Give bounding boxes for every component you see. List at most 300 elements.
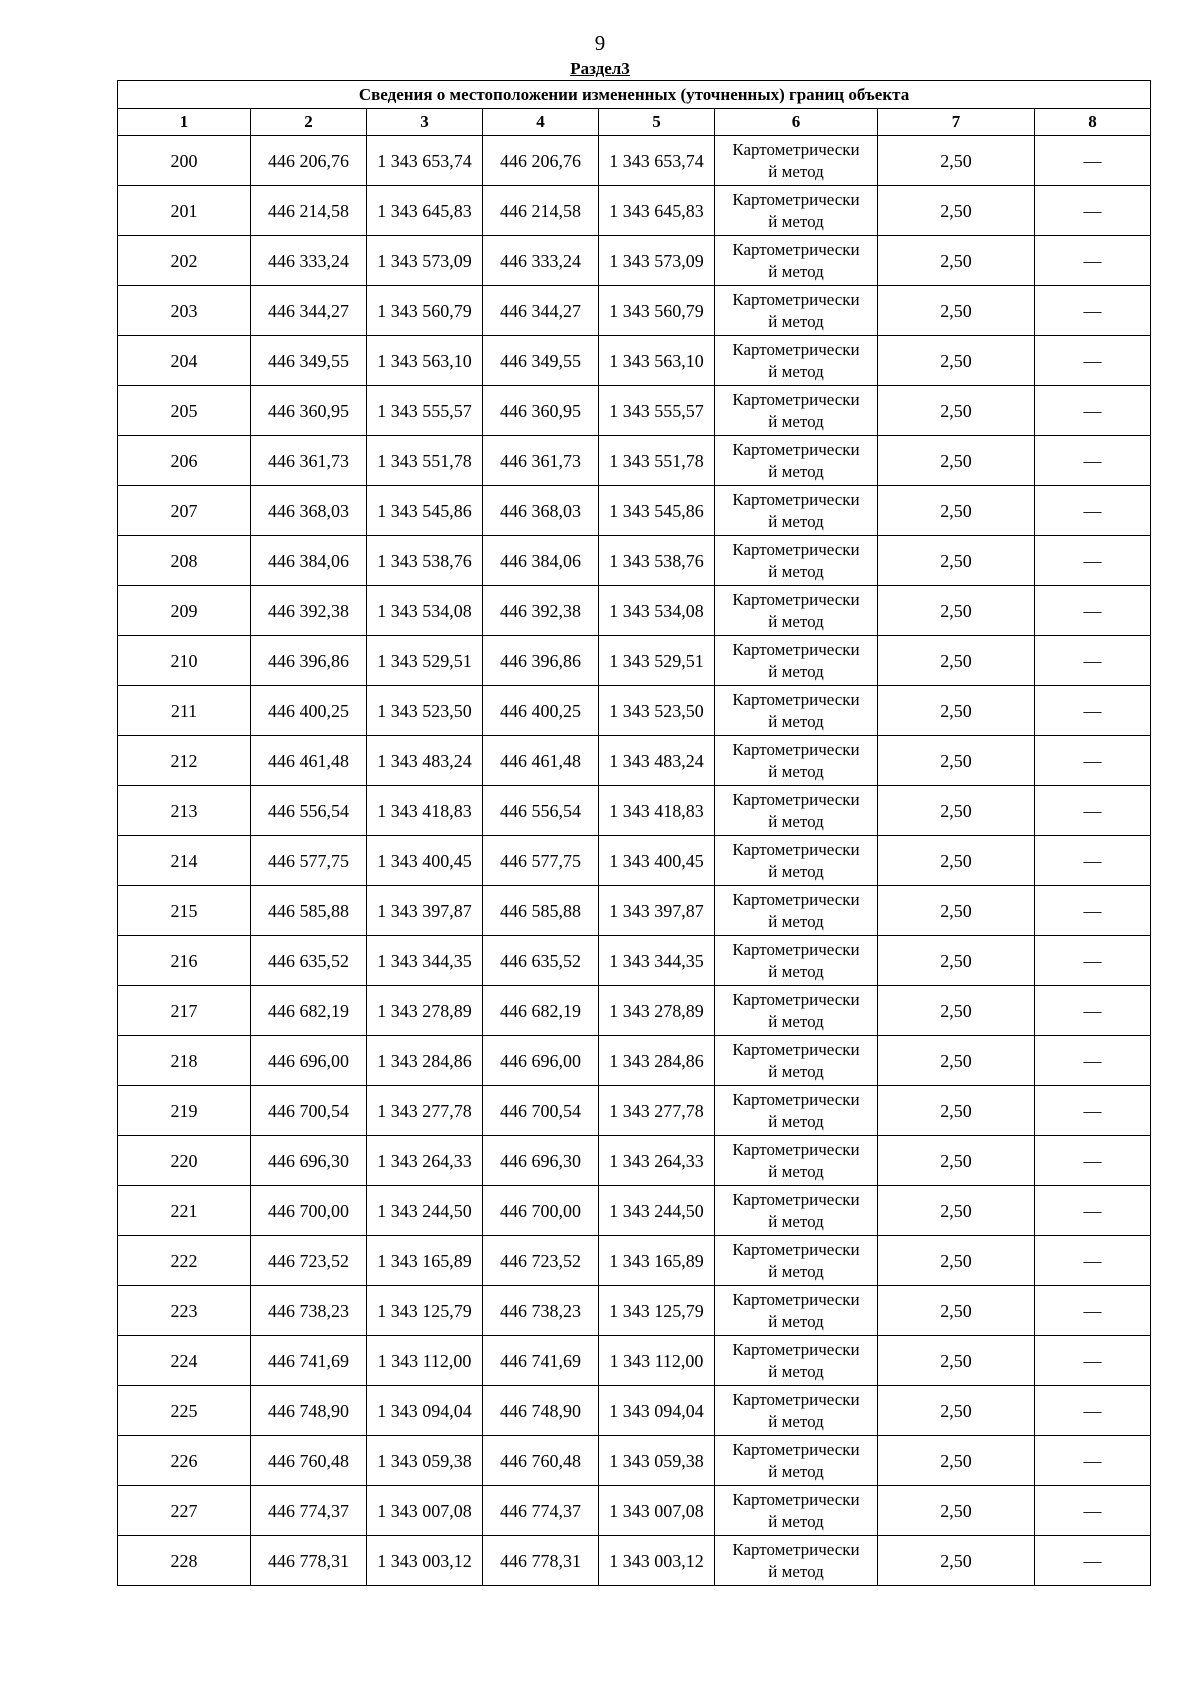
method-text-line2: й метод	[768, 1111, 824, 1131]
point-number-cell: 201	[118, 186, 251, 236]
refined-y-cell: 1 343 573,09	[599, 236, 715, 286]
method-text-line2: й метод	[768, 611, 824, 631]
column-number: 7	[878, 109, 1035, 136]
point-number-cell: 208	[118, 536, 251, 586]
method-cell	[715, 236, 878, 286]
table-caption-row	[118, 81, 1151, 109]
existing-y-cell: 1 343 112,00	[367, 1336, 483, 1386]
existing-x-cell: 446 774,37	[251, 1486, 367, 1536]
refined-x-cell: 446 333,24	[483, 236, 599, 286]
method-cell	[715, 386, 878, 436]
method-cell	[715, 986, 878, 1036]
refined-y-cell: 1 343 563,10	[599, 336, 715, 386]
refined-y-cell: 1 343 112,00	[599, 1336, 715, 1386]
refined-y-cell: 1 343 278,89	[599, 986, 715, 1036]
existing-x-cell: 446 748,90	[251, 1386, 367, 1436]
point-number-cell: 227	[118, 1486, 251, 1536]
accuracy-cell: 2,50	[878, 986, 1035, 1036]
table-row	[118, 586, 1151, 636]
existing-y-cell: 1 343 007,08	[367, 1486, 483, 1536]
existing-x-cell: 446 206,76	[251, 136, 367, 186]
point-number-cell: 218	[118, 1036, 251, 1086]
accuracy-cell: 2,50	[878, 1436, 1035, 1486]
existing-x-cell: 446 333,24	[251, 236, 367, 286]
refined-y-cell: 1 343 059,38	[599, 1436, 715, 1486]
description-cell: —	[1035, 686, 1151, 736]
refined-x-cell: 446 700,54	[483, 1086, 599, 1136]
method-text-line1: Картометрически	[732, 389, 860, 409]
method-text-line1: Картометрически	[732, 339, 860, 359]
accuracy-cell: 2,50	[878, 136, 1035, 186]
refined-y-cell: 1 343 003,12	[599, 1536, 715, 1586]
point-number-cell: 217	[118, 986, 251, 1036]
column-number: 1	[118, 109, 251, 136]
table-row	[118, 536, 1151, 586]
point-number-cell: 228	[118, 1536, 251, 1586]
description-cell: —	[1035, 186, 1151, 236]
refined-x-cell: 446 400,25	[483, 686, 599, 736]
method-text-line1: Картометрически	[732, 1189, 860, 1209]
method-text-line2: й метод	[768, 911, 824, 931]
column-number: 2	[251, 109, 367, 136]
description-cell: —	[1035, 286, 1151, 336]
description-cell: —	[1035, 436, 1151, 486]
point-number-cell: 226	[118, 1436, 251, 1486]
existing-x-cell: 446 396,86	[251, 636, 367, 686]
existing-y-cell: 1 343 344,35	[367, 936, 483, 986]
accuracy-cell: 2,50	[878, 1036, 1035, 1086]
description-cell: —	[1035, 1186, 1151, 1236]
refined-x-cell: 446 738,23	[483, 1286, 599, 1336]
refined-y-cell: 1 343 483,24	[599, 736, 715, 786]
method-text-line1: Картометрически	[732, 1339, 860, 1359]
table-row	[118, 1236, 1151, 1286]
refined-y-cell: 1 343 523,50	[599, 686, 715, 736]
accuracy-cell: 2,50	[878, 1336, 1035, 1386]
method-text-line1: Картометрически	[732, 1489, 860, 1509]
existing-y-cell: 1 343 653,74	[367, 136, 483, 186]
accuracy-cell: 2,50	[878, 936, 1035, 986]
existing-x-cell: 446 461,48	[251, 736, 367, 786]
accuracy-cell: 2,50	[878, 536, 1035, 586]
refined-y-cell: 1 343 264,33	[599, 1136, 715, 1186]
table-row	[118, 1536, 1151, 1586]
existing-y-cell: 1 343 418,83	[367, 786, 483, 836]
method-text-line1: Картометрически	[732, 739, 860, 759]
refined-x-cell: 446 344,27	[483, 286, 599, 336]
point-number-cell: 205	[118, 386, 251, 436]
method-text-line2: й метод	[768, 761, 824, 781]
point-number-cell: 207	[118, 486, 251, 536]
page-number: 9	[594, 31, 606, 55]
accuracy-cell: 2,50	[878, 836, 1035, 886]
method-text-line2: й метод	[768, 661, 824, 681]
table-row	[118, 736, 1151, 786]
method-cell	[715, 436, 878, 486]
method-cell	[715, 736, 878, 786]
method-cell	[715, 636, 878, 686]
accuracy-cell: 2,50	[878, 786, 1035, 836]
refined-y-cell: 1 343 538,76	[599, 536, 715, 586]
existing-y-cell: 1 343 059,38	[367, 1436, 483, 1486]
table-row	[118, 686, 1151, 736]
table-row	[118, 236, 1151, 286]
method-cell	[715, 1086, 878, 1136]
description-cell: —	[1035, 736, 1151, 786]
refined-x-cell: 446 585,88	[483, 886, 599, 936]
refined-x-cell: 446 349,55	[483, 336, 599, 386]
method-text-line1: Картометрически	[732, 539, 860, 559]
existing-x-cell: 446 682,19	[251, 986, 367, 1036]
description-cell: —	[1035, 1436, 1151, 1486]
description-cell: —	[1035, 886, 1151, 936]
point-number-cell: 216	[118, 936, 251, 986]
refined-y-cell: 1 343 284,86	[599, 1036, 715, 1086]
method-text-line2: й метод	[768, 1261, 824, 1281]
method-text-line2: й метод	[768, 161, 824, 181]
description-cell: —	[1035, 1136, 1151, 1186]
method-text-line2: й метод	[768, 1511, 824, 1531]
method-text-line2: й метод	[768, 711, 824, 731]
refined-y-cell: 1 343 125,79	[599, 1286, 715, 1336]
existing-y-cell: 1 343 538,76	[367, 536, 483, 586]
refined-x-cell: 446 700,00	[483, 1186, 599, 1236]
method-text-line1: Картометрически	[732, 789, 860, 809]
table-row	[118, 386, 1151, 436]
table-row	[118, 1336, 1151, 1386]
point-number-cell: 224	[118, 1336, 251, 1386]
existing-x-cell: 446 344,27	[251, 286, 367, 336]
existing-x-cell: 446 556,54	[251, 786, 367, 836]
description-cell: —	[1035, 336, 1151, 386]
refined-x-cell: 446 384,06	[483, 536, 599, 586]
column-number: 5	[599, 109, 715, 136]
method-text-line1: Картометрически	[732, 1089, 860, 1109]
point-number-cell: 211	[118, 686, 251, 736]
description-cell: —	[1035, 936, 1151, 986]
method-text-line1: Картометрически	[732, 1539, 860, 1559]
refined-x-cell: 446 396,86	[483, 636, 599, 686]
point-number-cell: 223	[118, 1286, 251, 1336]
accuracy-cell: 2,50	[878, 886, 1035, 936]
description-cell: —	[1035, 1236, 1151, 1286]
method-cell	[715, 1536, 878, 1586]
description-cell: —	[1035, 236, 1151, 286]
method-text-line1: Картометрически	[732, 839, 860, 859]
method-text-line2: й метод	[768, 1211, 824, 1231]
refined-y-cell: 1 343 653,74	[599, 136, 715, 186]
point-number-cell: 213	[118, 786, 251, 836]
method-text-line2: й метод	[768, 311, 824, 331]
existing-y-cell: 1 343 278,89	[367, 986, 483, 1036]
point-number-cell: 204	[118, 336, 251, 386]
table-row	[118, 186, 1151, 236]
refined-y-cell: 1 343 277,78	[599, 1086, 715, 1136]
existing-x-cell: 446 360,95	[251, 386, 367, 436]
method-text-line2: й метод	[768, 1411, 824, 1431]
method-cell	[715, 486, 878, 536]
description-cell: —	[1035, 136, 1151, 186]
existing-y-cell: 1 343 397,87	[367, 886, 483, 936]
table-row	[118, 786, 1151, 836]
refined-y-cell: 1 343 244,50	[599, 1186, 715, 1236]
existing-x-cell: 446 400,25	[251, 686, 367, 736]
existing-y-cell: 1 343 125,79	[367, 1286, 483, 1336]
accuracy-cell: 2,50	[878, 1086, 1035, 1136]
refined-x-cell: 446 206,76	[483, 136, 599, 186]
table-row	[118, 1486, 1151, 1536]
method-text-line1: Картометрически	[732, 639, 860, 659]
method-cell	[715, 686, 878, 736]
method-cell	[715, 536, 878, 586]
existing-y-cell: 1 343 400,45	[367, 836, 483, 886]
description-cell: —	[1035, 1386, 1151, 1436]
table-row	[118, 336, 1151, 386]
point-number-cell: 221	[118, 1186, 251, 1236]
refined-y-cell: 1 343 397,87	[599, 886, 715, 936]
method-text-line1: Картометрически	[732, 139, 860, 159]
table-row	[118, 286, 1151, 336]
refined-y-cell: 1 343 344,35	[599, 936, 715, 986]
method-text-line2: й метод	[768, 1561, 824, 1581]
method-text-line1: Картометрически	[732, 689, 860, 709]
point-number-cell: 214	[118, 836, 251, 886]
description-cell: —	[1035, 536, 1151, 586]
method-cell	[715, 1336, 878, 1386]
table-row	[118, 1086, 1151, 1136]
accuracy-cell: 2,50	[878, 1486, 1035, 1536]
accuracy-cell: 2,50	[878, 336, 1035, 386]
description-cell: —	[1035, 1536, 1151, 1586]
method-text-line1: Картометрически	[732, 1239, 860, 1259]
existing-y-cell: 1 343 523,50	[367, 686, 483, 736]
method-text-line1: Картометрически	[732, 1139, 860, 1159]
method-text-line1: Картометрически	[732, 589, 860, 609]
existing-x-cell: 446 361,73	[251, 436, 367, 486]
method-cell	[715, 1386, 878, 1436]
existing-x-cell: 446 696,00	[251, 1036, 367, 1086]
method-text-line2: й метод	[768, 361, 824, 381]
existing-x-cell: 446 368,03	[251, 486, 367, 536]
section-label: Раздел3	[570, 59, 630, 78]
existing-y-cell: 1 343 645,83	[367, 186, 483, 236]
method-cell	[715, 1036, 878, 1086]
refined-y-cell: 1 343 551,78	[599, 436, 715, 486]
method-text-line2: й метод	[768, 211, 824, 231]
description-cell: —	[1035, 1036, 1151, 1086]
method-text-line2: й метод	[768, 461, 824, 481]
existing-y-cell: 1 343 573,09	[367, 236, 483, 286]
method-cell	[715, 586, 878, 636]
table-row	[118, 1036, 1151, 1086]
method-cell	[715, 1236, 878, 1286]
table-row	[118, 436, 1151, 486]
method-text-line2: й метод	[768, 411, 824, 431]
method-cell	[715, 286, 878, 336]
table-row	[118, 936, 1151, 986]
existing-y-cell: 1 343 094,04	[367, 1386, 483, 1436]
method-text-line2: й метод	[768, 1461, 824, 1481]
table-row	[118, 986, 1151, 1036]
existing-y-cell: 1 343 003,12	[367, 1536, 483, 1586]
point-number-cell: 202	[118, 236, 251, 286]
method-text-line1: Картометрически	[732, 439, 860, 459]
method-text-line2: й метод	[768, 1011, 824, 1031]
refined-x-cell: 446 748,90	[483, 1386, 599, 1436]
existing-x-cell: 446 214,58	[251, 186, 367, 236]
method-text-line2: й метод	[768, 511, 824, 531]
accuracy-cell: 2,50	[878, 736, 1035, 786]
existing-y-cell: 1 343 244,50	[367, 1186, 483, 1236]
refined-y-cell: 1 343 534,08	[599, 586, 715, 636]
refined-x-cell: 446 635,52	[483, 936, 599, 986]
existing-y-cell: 1 343 483,24	[367, 736, 483, 786]
table-body	[118, 136, 1151, 1586]
column-number: 4	[483, 109, 599, 136]
method-text-line2: й метод	[768, 811, 824, 831]
column-number-row	[118, 109, 1151, 136]
refined-x-cell: 446 741,69	[483, 1336, 599, 1386]
table-row	[118, 1186, 1151, 1236]
existing-x-cell: 446 577,75	[251, 836, 367, 886]
accuracy-cell: 2,50	[878, 1186, 1035, 1236]
method-cell	[715, 336, 878, 386]
existing-y-cell: 1 343 563,10	[367, 336, 483, 386]
description-cell: —	[1035, 1286, 1151, 1336]
method-text-line2: й метод	[768, 1061, 824, 1081]
method-text-line2: й метод	[768, 1161, 824, 1181]
point-number-cell: 203	[118, 286, 251, 336]
accuracy-cell: 2,50	[878, 286, 1035, 336]
existing-y-cell: 1 343 545,86	[367, 486, 483, 536]
existing-x-cell: 446 778,31	[251, 1536, 367, 1586]
method-text-line1: Картометрически	[732, 189, 860, 209]
refined-x-cell: 446 696,30	[483, 1136, 599, 1186]
method-text-line2: й метод	[768, 261, 824, 281]
existing-x-cell: 446 349,55	[251, 336, 367, 386]
refined-y-cell: 1 343 545,86	[599, 486, 715, 536]
accuracy-cell: 2,50	[878, 486, 1035, 536]
method-text-line2: й метод	[768, 1361, 824, 1381]
column-number: 3	[367, 109, 483, 136]
point-number-cell: 200	[118, 136, 251, 186]
description-cell: —	[1035, 636, 1151, 686]
existing-x-cell: 446 723,52	[251, 1236, 367, 1286]
column-number: 6	[715, 109, 878, 136]
accuracy-cell: 2,50	[878, 436, 1035, 486]
method-text-line2: й метод	[768, 1311, 824, 1331]
table-row	[118, 1386, 1151, 1436]
existing-y-cell: 1 343 560,79	[367, 286, 483, 336]
method-cell	[715, 936, 878, 986]
table-row	[118, 886, 1151, 936]
refined-x-cell: 446 577,75	[483, 836, 599, 886]
accuracy-cell: 2,50	[878, 1536, 1035, 1586]
method-cell	[715, 1286, 878, 1336]
refined-x-cell: 446 778,31	[483, 1536, 599, 1586]
point-number-cell: 225	[118, 1386, 251, 1436]
accuracy-cell: 2,50	[878, 1386, 1035, 1436]
table-row	[118, 136, 1151, 186]
point-number-cell: 209	[118, 586, 251, 636]
existing-x-cell: 446 585,88	[251, 886, 367, 936]
method-cell	[715, 836, 878, 886]
method-cell	[715, 186, 878, 236]
existing-x-cell: 446 635,52	[251, 936, 367, 986]
existing-y-cell: 1 343 284,86	[367, 1036, 483, 1086]
accuracy-cell: 2,50	[878, 586, 1035, 636]
refined-x-cell: 446 723,52	[483, 1236, 599, 1286]
table-row	[118, 636, 1151, 686]
existing-y-cell: 1 343 165,89	[367, 1236, 483, 1286]
refined-y-cell: 1 343 555,57	[599, 386, 715, 436]
existing-x-cell: 446 392,38	[251, 586, 367, 636]
existing-y-cell: 1 343 555,57	[367, 386, 483, 436]
refined-x-cell: 446 360,95	[483, 386, 599, 436]
method-cell	[715, 1136, 878, 1186]
accuracy-cell: 2,50	[878, 236, 1035, 286]
refined-x-cell: 446 461,48	[483, 736, 599, 786]
description-cell: —	[1035, 986, 1151, 1036]
method-text-line1: Картометрически	[732, 239, 860, 259]
table-row	[118, 1436, 1151, 1486]
existing-x-cell: 446 760,48	[251, 1436, 367, 1486]
accuracy-cell: 2,50	[878, 1136, 1035, 1186]
refined-x-cell: 446 696,00	[483, 1036, 599, 1086]
point-number-cell: 212	[118, 736, 251, 786]
point-number-cell: 210	[118, 636, 251, 686]
method-text-line1: Картометрически	[732, 939, 860, 959]
point-number-cell: 215	[118, 886, 251, 936]
method-text-line2: й метод	[768, 861, 824, 881]
refined-y-cell: 1 343 529,51	[599, 636, 715, 686]
table-row	[118, 836, 1151, 886]
existing-x-cell: 446 741,69	[251, 1336, 367, 1386]
method-cell	[715, 1486, 878, 1536]
point-number-cell: 220	[118, 1136, 251, 1186]
description-cell: —	[1035, 1086, 1151, 1136]
method-text-line1: Картометрически	[732, 1039, 860, 1059]
description-cell: —	[1035, 586, 1151, 636]
point-number-cell: 206	[118, 436, 251, 486]
refined-x-cell: 446 392,38	[483, 586, 599, 636]
refined-y-cell: 1 343 007,08	[599, 1486, 715, 1536]
description-cell: —	[1035, 386, 1151, 436]
method-cell	[715, 886, 878, 936]
existing-y-cell: 1 343 264,33	[367, 1136, 483, 1186]
accuracy-cell: 2,50	[878, 1286, 1035, 1336]
refined-x-cell: 446 774,37	[483, 1486, 599, 1536]
point-number-cell: 219	[118, 1086, 251, 1136]
refined-x-cell: 446 368,03	[483, 486, 599, 536]
existing-x-cell: 446 384,06	[251, 536, 367, 586]
table-row	[118, 486, 1151, 536]
column-number: 8	[1035, 109, 1151, 136]
refined-y-cell: 1 343 645,83	[599, 186, 715, 236]
refined-x-cell: 446 214,58	[483, 186, 599, 236]
existing-y-cell: 1 343 529,51	[367, 636, 483, 686]
method-cell	[715, 1436, 878, 1486]
refined-y-cell: 1 343 094,04	[599, 1386, 715, 1436]
method-cell	[715, 1186, 878, 1236]
table-row	[118, 1136, 1151, 1186]
method-text-line1: Картометрически	[732, 889, 860, 909]
accuracy-cell: 2,50	[878, 1236, 1035, 1286]
method-text-line1: Картометрически	[732, 1289, 860, 1309]
existing-x-cell: 446 700,00	[251, 1186, 367, 1236]
accuracy-cell: 2,50	[878, 186, 1035, 236]
refined-y-cell: 1 343 560,79	[599, 286, 715, 336]
